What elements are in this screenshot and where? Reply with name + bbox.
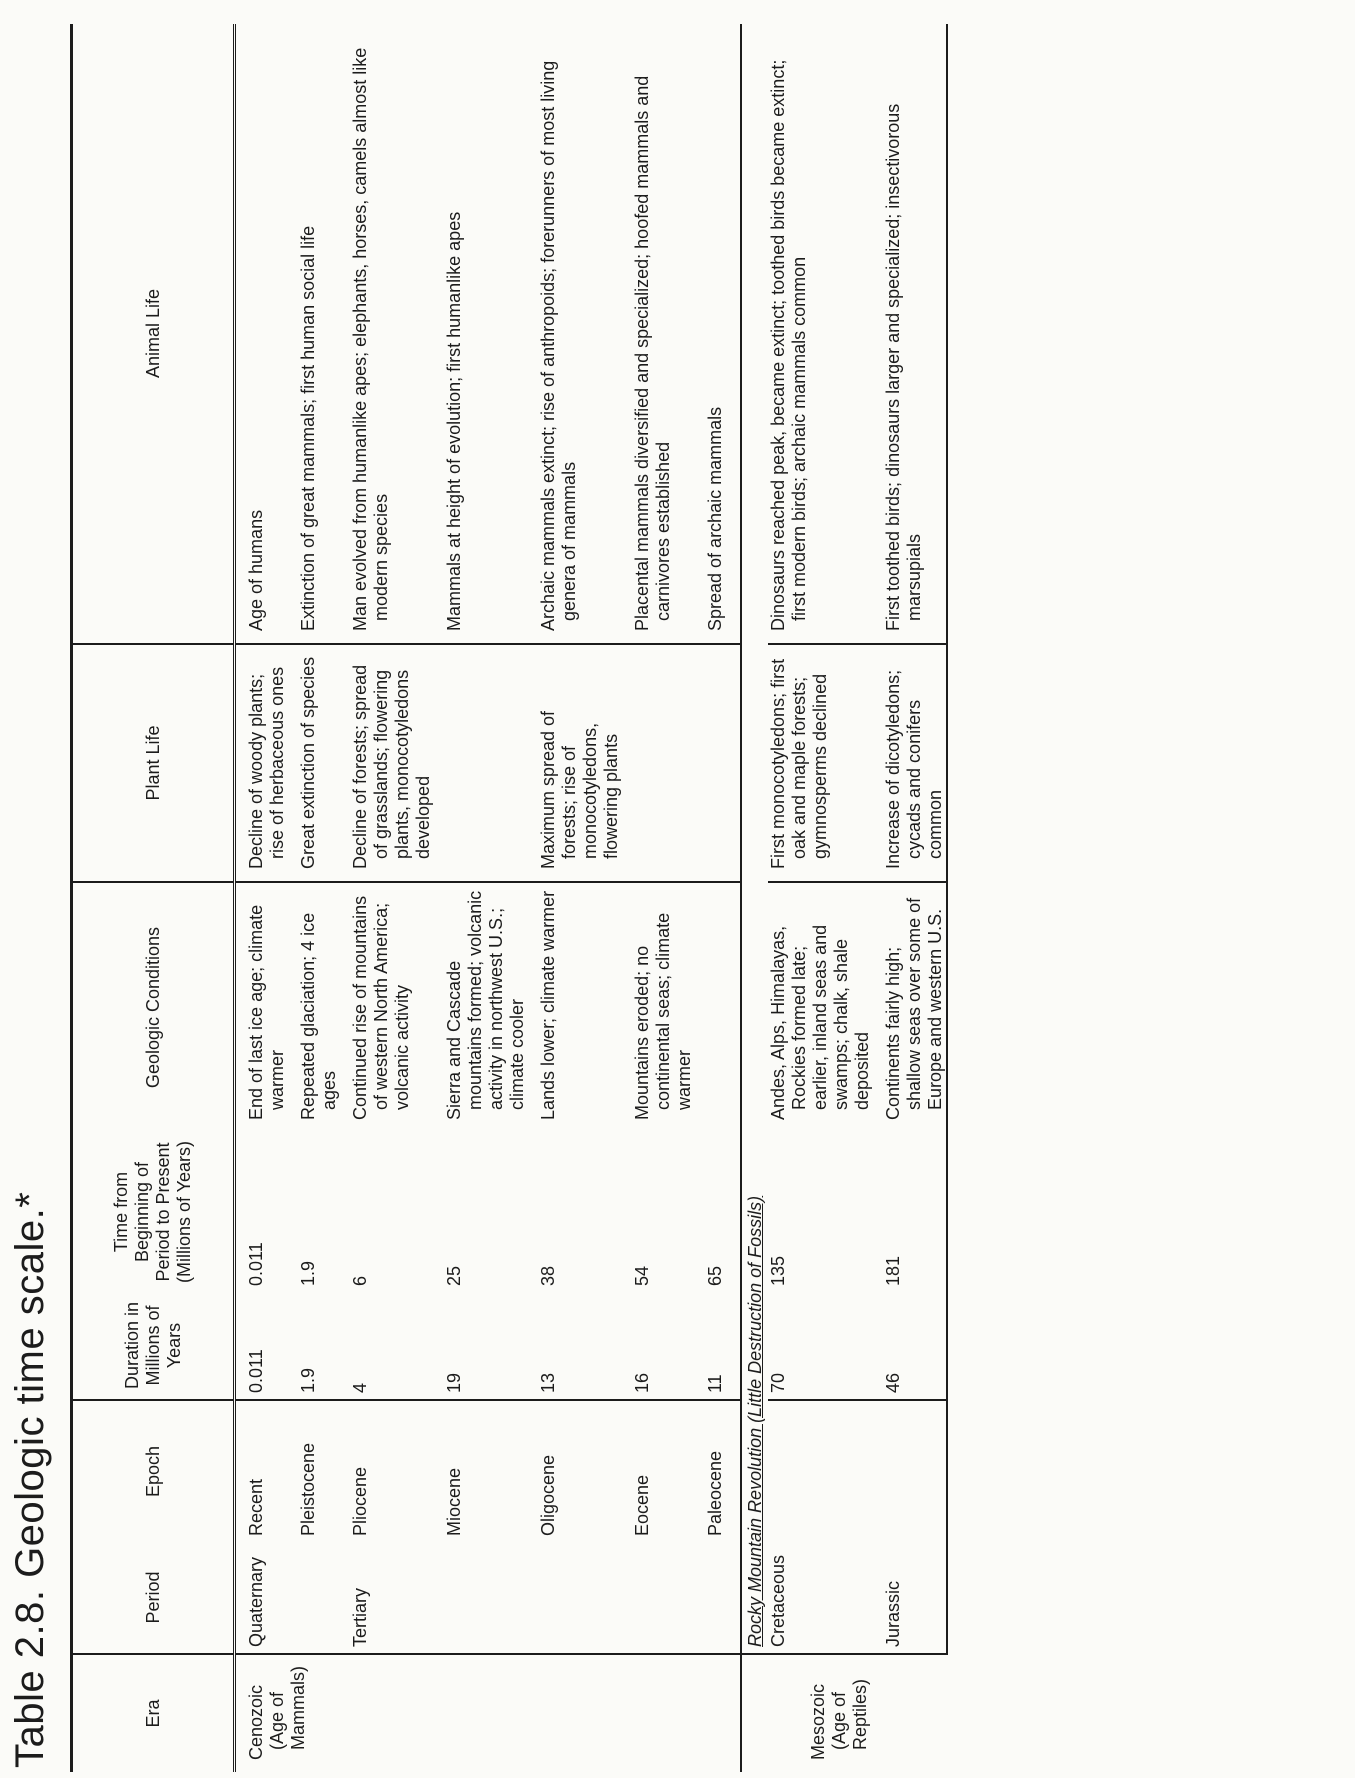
geologic-cell: Continents fairly high; shallow seas over some of Europe and western U.S. bbox=[873, 882, 947, 1132]
time-cell: 135 bbox=[768, 1255, 788, 1286]
period-cell bbox=[288, 1542, 340, 1654]
animal-cell: Extinction of great mammals; first human social life bbox=[288, 24, 340, 644]
revolution-row bbox=[741, 24, 768, 1772]
duration-cell: 4 bbox=[340, 1292, 434, 1400]
time-cell: 6 bbox=[350, 1275, 370, 1286]
time-cell: 181 bbox=[873, 1132, 947, 1292]
header-duration: Duration in Millions of Years bbox=[72, 1292, 235, 1400]
animal-cell: Spread of archaic mammals bbox=[695, 24, 741, 644]
table-row bbox=[235, 24, 289, 1772]
epoch-cell: Recent bbox=[246, 1478, 266, 1536]
duration-cell: 11 bbox=[695, 1292, 741, 1400]
time-cell: 65 bbox=[705, 1265, 725, 1286]
header-time: Time from Beginning of Period to Present (Millions of Years) bbox=[72, 1132, 235, 1292]
header-epoch: Epoch bbox=[72, 1400, 235, 1542]
geologic-cell: Lands lower; climate warmer bbox=[538, 890, 558, 1120]
header-era: Era bbox=[72, 1654, 235, 1772]
period-cell bbox=[528, 1542, 622, 1654]
geologic-cell: Sierra and Cascade mountains formed; volcanic activity in northwest U.S.; climate cooler bbox=[444, 890, 527, 1120]
table-row bbox=[768, 24, 873, 1772]
table-row bbox=[528, 24, 622, 1772]
epoch-cell: Miocene bbox=[444, 1467, 464, 1536]
duration-cell: 16 bbox=[622, 1292, 695, 1400]
table-row bbox=[340, 24, 434, 1772]
period-cell: Cretaceous bbox=[768, 1542, 873, 1654]
header-geologic: Geologic Conditions bbox=[72, 882, 235, 1132]
duration-cell: 46 bbox=[873, 1292, 947, 1400]
animal-cell: Dinosaurs reached peak, became extinct; toothed birds became extinct; first modern birds; archaic mammals common bbox=[768, 24, 873, 644]
header-period: Period bbox=[72, 1542, 235, 1654]
period-cell bbox=[695, 1542, 741, 1654]
animal-cell: Mammals at height of evolution; first humanlike apes bbox=[434, 24, 528, 644]
time-cell: 38 bbox=[538, 1265, 558, 1286]
time-cell: 0.011 bbox=[246, 1242, 266, 1286]
table-row bbox=[288, 24, 340, 1772]
animal-cell: Archaic mammals extinct; rise of anthropoids; forerunners of most living genera of mammals bbox=[528, 24, 622, 644]
plant-cell: Decline of woody plants; rise of herbaceous ones bbox=[235, 644, 289, 882]
table-row bbox=[873, 24, 947, 1772]
geologic-cell: Continued rise of mountains of western North America; volcanic activity bbox=[350, 895, 412, 1120]
geologic-cell: End of last ice age; climate warmer bbox=[246, 904, 287, 1120]
header-plant: Plant Life bbox=[72, 644, 235, 882]
header-animal: Animal Life bbox=[72, 24, 235, 644]
revolution-label: Rocky Mountain Revolution (Little Destruction of Fossils) bbox=[741, 24, 768, 1654]
plant-cell bbox=[695, 644, 741, 882]
plant-cell: First monocotyledons; first oak and maple forests; gymnosperms declined bbox=[768, 644, 873, 882]
animal-cell: Age of humans bbox=[235, 24, 289, 644]
plant-cell: Decline of forests; spread of grasslands; flowering plants, monocotyledons developed bbox=[340, 644, 434, 882]
epoch-cell: Paleocene bbox=[705, 1450, 725, 1536]
period-cell: Tertiary bbox=[340, 1542, 434, 1654]
geologic-cell: Andes, Alps, Himalayas, Rockies formed late; earlier, inland seas and swamps; chalk, shale deposited bbox=[768, 924, 872, 1120]
period-cell bbox=[434, 1542, 528, 1654]
duration-cell: 70 bbox=[768, 1292, 873, 1400]
period-cell bbox=[622, 1542, 695, 1654]
era-cell-mesozoic: Mesozoic (Age of Reptiles) bbox=[808, 1678, 870, 1760]
period-cell: Quaternary bbox=[235, 1542, 289, 1654]
table-caption: Table 2.8. Geologic time scale.* bbox=[8, 1191, 52, 1768]
geologic-cell: Repeated glaciation; 4 ice ages bbox=[298, 912, 339, 1120]
plant-cell: Great extinction of species bbox=[288, 644, 340, 882]
time-cell: 1.9 bbox=[298, 1260, 318, 1286]
duration-cell: 19 bbox=[434, 1292, 528, 1400]
time-cell: 54 bbox=[632, 1265, 652, 1286]
geologic-cell bbox=[695, 882, 741, 1132]
geologic-cell: Mountains eroded; no continental seas; climate warmer bbox=[632, 912, 694, 1120]
epoch-cell: Eocene bbox=[632, 1474, 652, 1536]
animal-cell: Placental mammals diversified and specialized; hoofed mammals and carnivores established bbox=[622, 24, 695, 644]
epoch-cell bbox=[768, 1400, 873, 1542]
time-cell: 25 bbox=[444, 1265, 464, 1286]
duration-cell: 13 bbox=[528, 1292, 622, 1400]
plant-cell: Increase of dicotyledons; cycads and conifers common bbox=[873, 644, 947, 882]
header-row bbox=[72, 24, 235, 1772]
duration-cell: 0.011 bbox=[235, 1292, 289, 1400]
epoch-cell: Pliocene bbox=[350, 1466, 370, 1536]
geologic-time-table bbox=[70, 24, 948, 1772]
epoch-cell: Pleistocene bbox=[298, 1442, 318, 1536]
table-row bbox=[695, 24, 741, 1772]
plant-cell bbox=[434, 644, 528, 882]
era-cell-cenozoic: Cenozoic (Age of Mammals) bbox=[246, 1666, 308, 1760]
plant-cell: Maximum spread of forests; rise of monocotyledons, flowering plants bbox=[528, 644, 622, 882]
epoch-cell bbox=[873, 1400, 947, 1542]
animal-cell: Man evolved from humanlike apes; elephants, horses, camels almost like modern species bbox=[340, 24, 434, 644]
table-row bbox=[434, 24, 528, 1772]
duration-cell: 1.9 bbox=[288, 1292, 340, 1400]
animal-cell: First toothed birds; dinosaurs larger and specialized; insectivorous marsupials bbox=[873, 24, 947, 644]
table-row bbox=[622, 24, 695, 1772]
plant-cell bbox=[622, 644, 695, 882]
period-cell: Jurassic bbox=[873, 1542, 947, 1654]
epoch-cell: Oligocene bbox=[538, 1454, 558, 1536]
